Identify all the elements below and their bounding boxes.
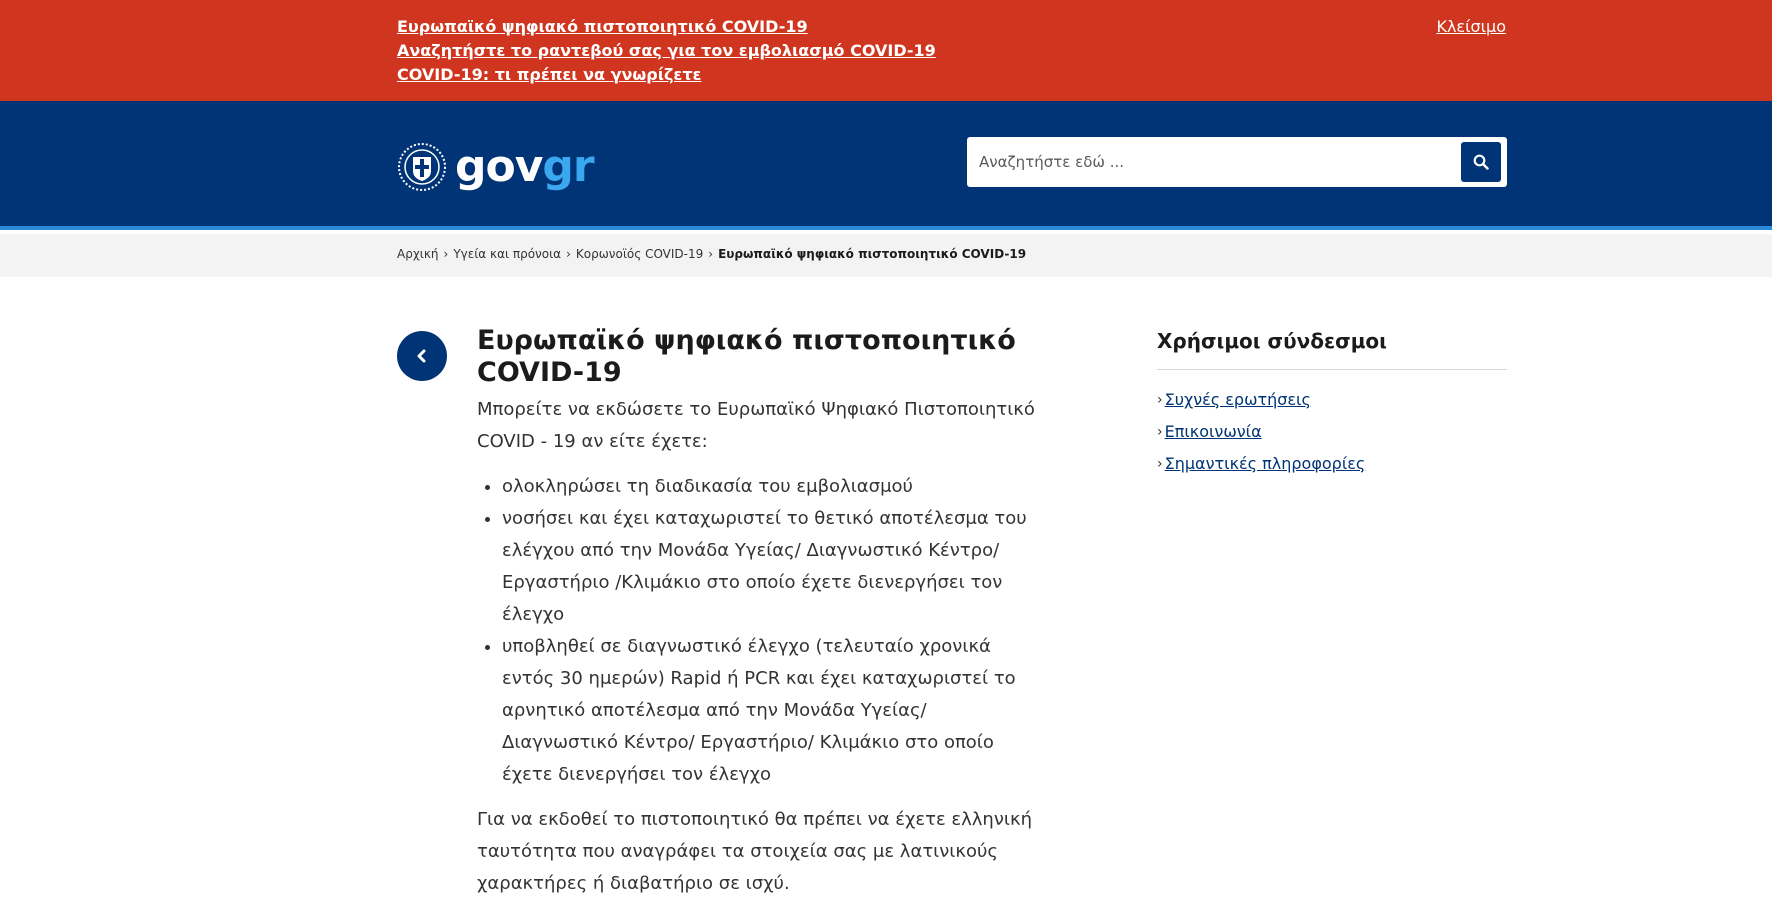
sidebar-item-contact [1157,416,1507,448]
alert-link-certificate[interactable]: Ευρωπαϊκό ψηφιακό πιστοποιητικό COVID-19 [397,17,808,36]
useful-links-sidebar [1157,327,1507,480]
sidebar-item-faq [1157,384,1507,416]
list-item: • υποβληθεί σε διαγνωστικό έλεγχο (τελευταίο χρονικά εντός 30 ημερών) Rapid ή PCR και έχει καταχωριστεί το αρνητικό αποτέλεσμα από την Μονάδα Υγείας/ Διαγνωστικό Κέντρο/ Εργαστήριο/ Κλιμάκιο στο οποίο έχετε διενεργήσει τον έλεγχο [502,631,1037,791]
sidebar-link-important-info[interactable]: Σημαντικές πληροφορίες [1164,454,1366,473]
search-input[interactable] [967,137,1447,187]
greek-emblem-icon [397,142,447,192]
sidebar-link-faq[interactable]: Συχνές ερωτήσεις [1164,390,1311,409]
list-item: • νοσήσει και έχει καταχωριστεί το θετικό αποτέλεσμα του ελέγχου από την Μονάδα Υγείας/ Διαγνωστικό Κέντρο/ Εργαστήριο /Κλιμάκιο στο οποίο έχετε διενεργήσει τον έλεγχο [502,503,1037,631]
page-title: Ευρωπαϊκό ψηφιακό πιστοποιητικό COVID-19 [477,325,1016,388]
logo-gr-text: gr [542,141,594,192]
breadcrumb-home[interactable]: Αρχική [397,247,439,261]
chevron-right-icon: › [566,247,571,261]
sidebar-link-contact[interactable]: Επικοινωνία [1164,422,1262,441]
breadcrumb [0,234,1772,277]
back-button[interactable] [397,331,447,381]
sidebar-links [1157,384,1507,480]
id-requirement-note: Για να εκδοθεί το πιστοποιητικό θα πρέπει να έχετε ελληνική ταυτότητα που αναγράφει τα στοιχεία σας με λατινικούς χαρακτήρες ή διαβατήριο σε ισχύ. [477,809,1033,894]
alert-close-link[interactable]: Κλείσιμο [1436,17,1506,36]
breadcrumb-health[interactable]: Υγεία και πρόνοια [453,247,562,261]
chevron-right-icon: › [443,247,449,261]
sidebar-item-important-info [1157,448,1507,480]
chevron-right-icon: › [708,247,714,261]
chevron-right-icon: › [1157,424,1163,440]
requirements-list [477,471,1037,791]
logo-wordmark [455,142,594,192]
alert-banner [0,0,1772,101]
breadcrumb-current: Ευρωπαϊκό ψηφιακό πιστοποιητικό COVID-19 [718,247,1027,261]
list-item: • ολοκληρώσει τη διαδικασία του εμβολιασμού [502,471,1037,503]
search-box [967,137,1507,187]
alert-links [397,15,936,87]
chevron-left-icon [415,348,429,364]
sidebar-title: Χρήσιμοι σύνδεσμοι [1157,327,1507,370]
search-icon [1473,154,1489,170]
alert-link-vaccination[interactable]: Αναζητήστε το ραντεβού σας για τον εμβολιασμό COVID-19 [397,41,936,60]
breadcrumb-trail [397,247,1026,261]
govgr-logo[interactable] [397,142,594,192]
logo-gov-text: gov [455,141,543,192]
alert-link-covid-info[interactable]: COVID-19: τι πρέπει να γνωρίζετε [397,65,702,84]
site-header [0,101,1772,230]
intro-text: Μπορείτε να εκδώσετε το Ευρωπαϊκό Ψηφιακό Πιστοποιητικό COVID - 19 αν είτε έχετε: [477,399,1035,452]
chevron-right-icon: › [1157,456,1163,472]
main-content [477,325,1037,900]
breadcrumb-covid[interactable]: Κορωνοϊός COVID-19 [575,247,704,261]
chevron-right-icon: › [1157,392,1163,408]
search-button[interactable] [1461,142,1501,182]
